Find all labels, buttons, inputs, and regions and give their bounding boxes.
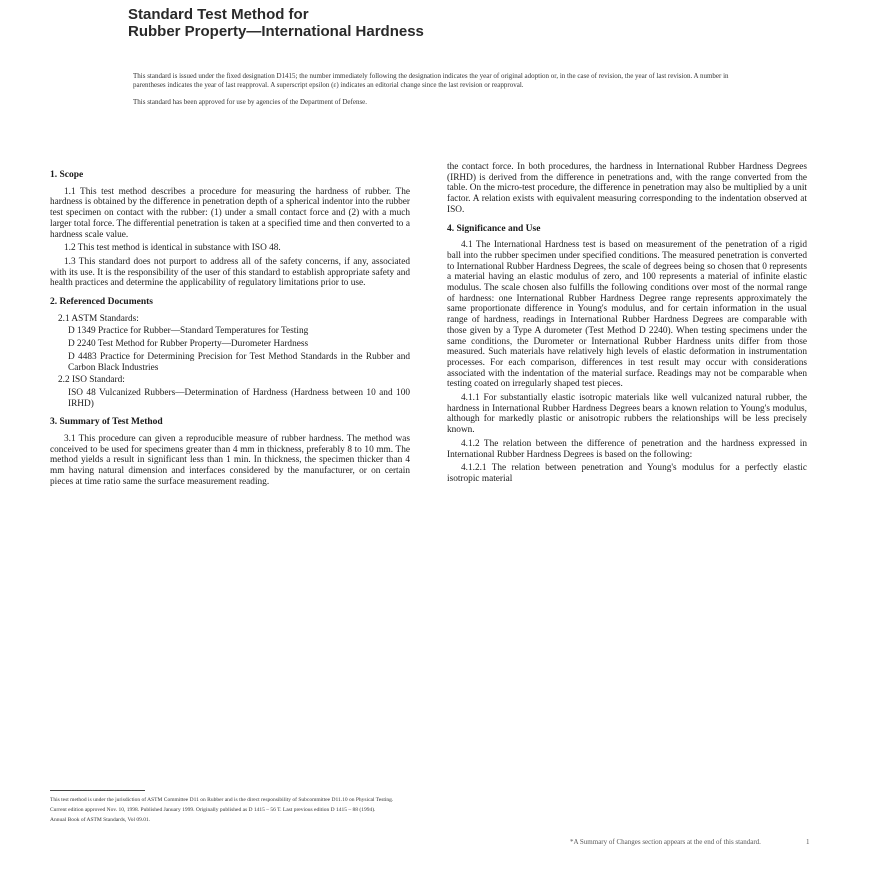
paragraph: 3.1 This procedure can given a reproducible measure of rubber hardness. The method was conceived to be used for specimens greater than 4 mm in thickness, preferably 8 to 10 mm. The method yields a result in significant less than 1 min. In thickness, the specimen thicker than 4 mm having natural dimension and interfaces considered by the manufacturer, or on certain pieces at time ratio same the surface measurement reading. bbox=[50, 434, 410, 487]
reference-item: D 1349 Practice for Rubber—Standard Temperatures for Testing bbox=[68, 326, 309, 337]
paragraph: 1.3 This standard does not purport to address all of the safety concerns, if any, associated with its use. It is the responsibility of the user of this standard to establish appropriate safety and health practices and determine the applicability of regulatory limitations prior to use. bbox=[50, 256, 410, 289]
reference-group-heading: 2.2 ISO Standard: bbox=[58, 375, 125, 386]
paragraph: 4.1.2.1 The relation between penetration and Young's modulus for a perfectly elastic isotropic material bbox=[447, 463, 807, 484]
title-line-2: Rubber Property—International Hardness bbox=[128, 23, 424, 40]
footnotes bbox=[50, 790, 410, 827]
paragraph: the contact force. In both procedures, the hardness in International Rubber Hardness Degrees (IRHD) is derived from the difference in penetrations and, with the range converted from the table. On the micro-test procedure, the difference in penetration may also be multiplied by a unit factor. A relation exists with equivalent measuring corresponding to the indentation observed at ISO. bbox=[447, 162, 807, 215]
designation-paragraph: This standard is issued under the fixed designation D1415; the number immediately following the designation indicates the year of original adoption or, in the case of revision, the year of last revision. A number in parentheses indicates the year of last reapproval. A superscript epsilon (ε) indicates an editorial change since the last revision or reapproval. bbox=[133, 72, 729, 89]
footer-note: *A Summary of Changes section appears at the end of this standard. bbox=[570, 838, 761, 846]
designation-note bbox=[133, 72, 733, 116]
footnote: This test method is under the jurisdiction of ASTM Committee D11 on Rubber and is the direct responsibility of Subcommittee D11.10 on Physical Testing. bbox=[50, 797, 394, 803]
reference-item: D 4483 Practice for Determining Precision for Test Method Standards in the Rubber and Carbon Black Industries bbox=[68, 351, 410, 373]
paragraph: 4.1.2 The relation between the difference of penetration and the hardness expressed in International Rubber Hardness Degrees is based on the following: bbox=[447, 438, 807, 460]
paragraph: 4.1.1 For substantially elastic isotropic materials like well vulcanized natural rubber, the hardness in International Rubber Hardness Degrees bears a known relation to Young's modulus, although for markedly plastic or anisotropic rubbers the relationships will be less precisely known. bbox=[447, 393, 807, 436]
title-line-1: Standard Test Method for bbox=[128, 6, 309, 23]
paragraph: 1.1 This test method describes a procedure for measuring the hardness of rubber. The hardness is obtained by the difference in penetration depth of a spherical indentor into the rubber test specimen on contact with the rubber: (1) under a small contact force and (2) with a much larger total force. The differential penetration is taken at a specified time and then converted to a hardness scale value. bbox=[50, 186, 410, 240]
page-number: 1 bbox=[806, 838, 810, 846]
footnote: Annual Book of ASTM Standards, Vol 09.01. bbox=[50, 817, 151, 823]
footnote: Current edition approved Nov. 10, 1998. Published January 1999. Originally published as D 1415 – 56 T. Last previous edition D 1415 – 88 (1994). bbox=[50, 807, 376, 813]
paragraph: 1.2 This test method is identical in substance with ISO 48. bbox=[64, 243, 281, 254]
section-heading-referenced-documents: 2. Referenced Documents bbox=[50, 297, 153, 308]
section-heading-significance: 4. Significance and Use bbox=[447, 223, 541, 234]
reference-item: ISO 48 Vulcanized Rubbers—Determination of Hardness (Hardness between 10 and 100 IRHD) bbox=[68, 387, 410, 409]
section-heading-scope: 1. Scope bbox=[50, 170, 84, 180]
section-heading-summary: 3. Summary of Test Method bbox=[50, 417, 163, 428]
paragraph: 4.1 The International Hardness test is based on measurement of the penetration of a rigid ball into the rubber specimen under specified conditions. The measured penetration is converted to International Rubber Hardness Degrees, the scale of degrees being so chosen that 0 represents a material having an elastic modulus of zero, and 100 represents a material of infinite elastic modulus. The scale chosen also fulfills the following conditions over most of the normal range of hardness: one International Rubber Hardness Degree range represents approximately the same proportionate difference in Young's modulus, and for certain information in the usual range of hardness, readings in International Rubber Hardness Degrees are comparable with those given by a Type A durometer (Test Method D 2240). When testing specimens under the same conditions, the Durometer or International Rubber Hardness units differ from those measured. Such materials have relatively high levels of elastic deformation in instrumentation processes. For each comparison, differences in test result may occur with considerations associated with the indentation of the material surface. Readings may not be comparable when testing coated on irregularly shaped test pieces. bbox=[447, 240, 807, 390]
dod-approval-note: This standard has been approved for use by agencies of the Department of Defense. bbox=[133, 98, 368, 106]
reference-group-heading: 2.1 ASTM Standards: bbox=[58, 313, 139, 324]
reference-item: D 2240 Test Method for Rubber Property—Durometer Hardness bbox=[68, 339, 309, 350]
right-column bbox=[447, 162, 807, 488]
document-title bbox=[128, 6, 748, 40]
footnote-rule bbox=[50, 790, 145, 791]
left-column bbox=[50, 162, 410, 491]
